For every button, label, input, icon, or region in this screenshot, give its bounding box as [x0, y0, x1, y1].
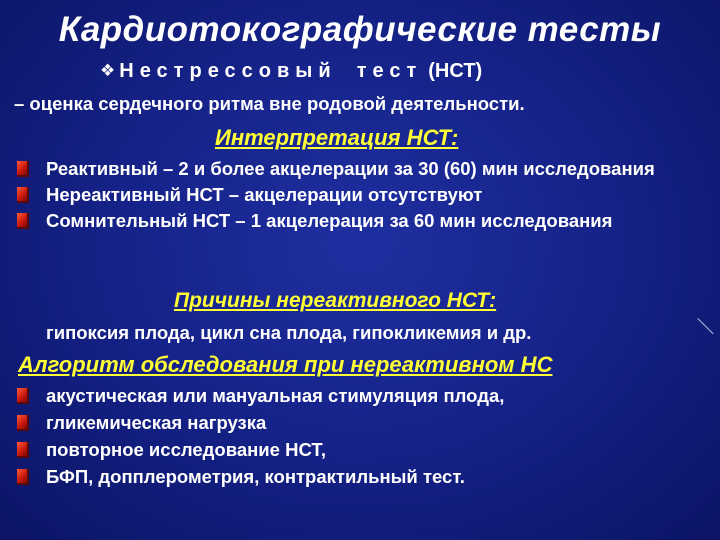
test-abbreviation: (НСТ) [428, 60, 483, 82]
square-bullet-icon [17, 213, 29, 229]
slide-title: Кардиотокографические тесты [58, 10, 662, 49]
square-bullet-icon [17, 469, 29, 485]
diamond-bullet-icon: ❖ [100, 61, 116, 80]
causes-text: гипоксия плода, цикл сна плода, гипокликемия и др. [46, 322, 532, 343]
square-bullet-icon [17, 442, 29, 458]
list-item [46, 413, 706, 433]
list-item-text: Нереактивный НСТ – акцелерации отсутствуют [46, 184, 483, 205]
list-item [46, 185, 706, 205]
list-item [46, 467, 706, 487]
list-item-text: БФП, допплерометрия, контрактильный тест. [46, 466, 465, 487]
definition-text: – оценка сердечного ритма вне родовой деятельности. [14, 93, 525, 114]
list-item-text: повторное исследование НСТ, [46, 439, 326, 460]
algorithm-heading: Алгоритм обследования при нереактивном НС [18, 352, 553, 377]
list-item-text: Сомнительный НСТ – 1 акцелерация за 60 мин исследования [46, 210, 613, 231]
list-item-text: Реактивный – 2 и более акцелерации за 30 (60) мин исследования [46, 158, 655, 179]
interpretation-heading: Интерпретация НСТ: [215, 125, 459, 150]
square-bullet-icon [17, 388, 29, 404]
list-item [46, 386, 706, 406]
interpretation-list [46, 159, 706, 237]
list-item [46, 211, 706, 231]
list-item [46, 159, 706, 179]
list-item-text: гликемическая нагрузка [46, 412, 267, 433]
square-bullet-icon [17, 161, 29, 177]
square-bullet-icon [17, 187, 29, 203]
list-item-text: акустическая или мануальная стимуляция плода, [46, 385, 505, 406]
square-bullet-icon [17, 415, 29, 431]
test-name-part2: тест [356, 60, 423, 82]
algorithm-list [46, 386, 706, 494]
test-name-part1: Нестрессовый [119, 60, 337, 82]
causes-heading: Причины нереактивного НСТ: [174, 289, 497, 312]
list-item [46, 440, 706, 460]
subtitle [100, 60, 660, 83]
